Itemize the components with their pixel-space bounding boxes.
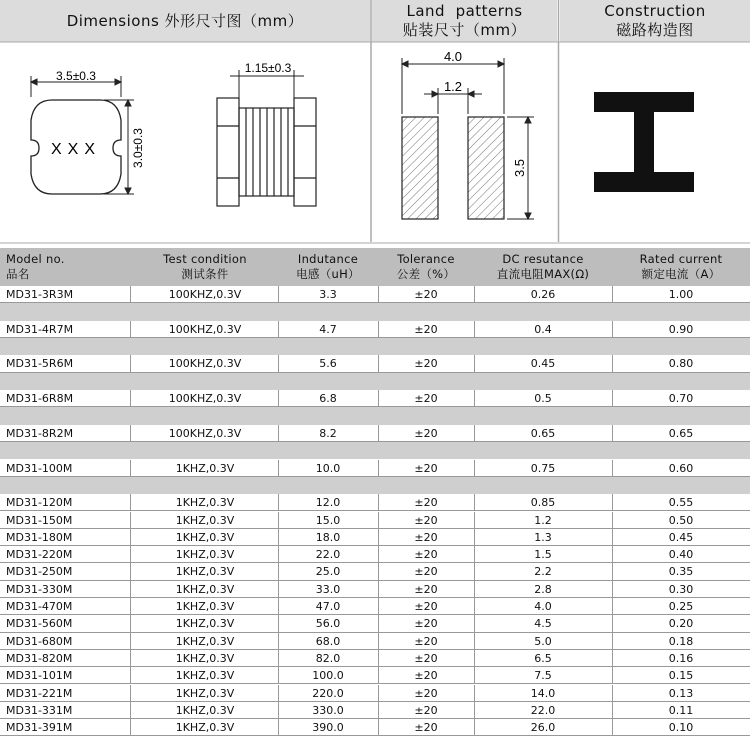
cell-tolerance: ±20 (414, 322, 438, 336)
column-divider (130, 529, 131, 545)
cell-tolerance: ±20 (414, 686, 438, 700)
row-separator (0, 303, 750, 320)
cell-tolerance: ±20 (414, 288, 438, 301)
cell-tolerance: ±20 (414, 669, 438, 683)
table-row (0, 512, 750, 529)
cell-dc-resistance: 2.2 (534, 565, 552, 579)
dimensions-drawing (0, 42, 370, 242)
cell-dc-resistance: 1.5 (534, 548, 552, 562)
cell-dc-resistance: 0.45 (530, 357, 556, 371)
column-divider (278, 460, 279, 476)
cell-rated-current: 0.35 (668, 565, 694, 579)
cell-test-condition: 1KHZ,0.3V (175, 582, 235, 596)
column-divider (612, 667, 613, 683)
table-row (0, 494, 750, 511)
table-row (0, 633, 750, 650)
column-divider (474, 563, 475, 579)
cell-tolerance: ±20 (414, 548, 438, 562)
land-height-label: 3.5 (512, 158, 527, 178)
column-divider (474, 460, 475, 476)
cell-test-condition: 1KHZ,0.3V (175, 530, 235, 544)
table-row (0, 529, 750, 546)
col-test-condition-cn: 测试条件 (181, 267, 229, 281)
column-divider (278, 286, 279, 302)
column-divider (378, 598, 379, 614)
column-divider (612, 615, 613, 631)
cell-rated-current: 0.80 (668, 357, 694, 371)
cell-test-condition: 1KHZ,0.3V (175, 565, 235, 579)
col-test-condition (130, 248, 280, 286)
column-divider (612, 460, 613, 476)
cell-tolerance: ±20 (414, 392, 438, 406)
column-divider (474, 529, 475, 545)
column-divider (378, 719, 379, 735)
cell-test-condition: 1KHZ,0.3V (175, 496, 235, 510)
col-tolerance (378, 248, 474, 286)
column-divider (378, 321, 379, 337)
height-dim-label: 3.0±0.3 (131, 128, 145, 168)
land-pad-right (468, 117, 504, 219)
cell-model: MD31-221M (6, 686, 73, 700)
side-view-outline (217, 98, 316, 206)
cell-model: MD31-101M (6, 669, 73, 683)
table-row (0, 425, 750, 442)
table-row (0, 685, 750, 702)
land-patterns-header (372, 0, 557, 42)
column-divider (130, 615, 131, 631)
column-divider (378, 581, 379, 597)
cell-inductance: 15.0 (315, 513, 341, 527)
cell-dc-resistance: 2.8 (534, 582, 552, 596)
column-divider (278, 633, 279, 649)
cell-rated-current: 0.16 (668, 651, 694, 665)
cell-model: MD31-820M (6, 651, 73, 665)
column-divider (612, 425, 613, 441)
column-divider (130, 546, 131, 562)
cell-tolerance: ±20 (414, 530, 438, 544)
table-row (0, 286, 750, 303)
land-total-label: 4.0 (443, 49, 463, 64)
column-divider (612, 702, 613, 718)
cell-inductance: 12.0 (315, 496, 341, 510)
land-patterns-subtitle: 贴装尺寸（mm） (402, 21, 527, 39)
cell-tolerance: ±20 (414, 565, 438, 579)
row-separator (0, 407, 750, 424)
column-divider (612, 321, 613, 337)
column-divider (612, 719, 613, 735)
column-divider (278, 650, 279, 666)
cell-model: MD31-6R8M (6, 392, 74, 406)
column-divider (612, 633, 613, 649)
cell-inductance: 25.0 (315, 565, 341, 579)
col-inductance (278, 248, 378, 286)
column-divider (278, 598, 279, 614)
column-divider (130, 598, 131, 614)
cell-dc-resistance: 1.3 (534, 530, 552, 544)
land-pad-left (402, 117, 438, 219)
cell-model: MD31-4R7M (6, 322, 74, 336)
cell-model: MD31-560M (6, 617, 73, 631)
dimensions-header (0, 0, 370, 42)
col-rated-current-en: Rated current (639, 252, 723, 266)
column-divider (474, 615, 475, 631)
width-dim-label: 3.5±0.3 (56, 69, 96, 83)
column-divider (278, 512, 279, 528)
cell-rated-current: 0.13 (668, 686, 694, 700)
column-divider (474, 355, 475, 371)
column-divider (130, 581, 131, 597)
column-divider (378, 650, 379, 666)
column-divider (474, 598, 475, 614)
column-divider (378, 633, 379, 649)
col-rated-current-cn: 额定电流（A） (641, 267, 721, 281)
column-divider (378, 494, 379, 510)
column-divider (378, 390, 379, 406)
column-divider (612, 512, 613, 528)
cell-inductance: 10.0 (315, 461, 341, 475)
column-divider (474, 425, 475, 441)
cell-test-condition: 100KHZ,0.3V (168, 426, 242, 440)
cell-test-condition: 100KHZ,0.3V (168, 357, 242, 371)
cell-rated-current: 0.40 (668, 548, 694, 562)
cell-model: MD31-150M (6, 513, 73, 527)
cell-model: MD31-250M (6, 565, 73, 579)
column-divider (130, 719, 131, 735)
cell-model: MD31-220M (6, 548, 73, 562)
cell-model: MD31-3R3M (6, 288, 74, 301)
cell-inductance: 390.0 (312, 721, 344, 735)
column-divider (378, 512, 379, 528)
cell-rated-current: 0.60 (668, 461, 694, 475)
cell-model: MD31-680M (6, 634, 73, 648)
cell-rated-current: 0.45 (668, 530, 694, 544)
cell-tolerance: ±20 (414, 703, 438, 717)
cell-rated-current: 0.30 (668, 582, 694, 596)
cell-inductance: 220.0 (312, 686, 344, 700)
cell-rated-current: 0.90 (668, 322, 694, 336)
column-divider (474, 633, 475, 649)
column-divider (474, 546, 475, 562)
column-divider (130, 667, 131, 683)
col-tolerance-en: Tolerance (397, 252, 455, 266)
cell-inductance: 56.0 (315, 617, 341, 631)
table-row (0, 355, 750, 372)
column-divider (612, 390, 613, 406)
side-dim-label: 1.15±0.3 (244, 61, 292, 75)
magnetic-core-shape (594, 92, 694, 192)
column-divider (130, 494, 131, 510)
column-divider (612, 286, 613, 302)
construction-header (560, 0, 750, 42)
cell-model: MD31-330M (6, 582, 73, 596)
column-divider (378, 667, 379, 683)
construction-subtitle: 磁路构造图 (616, 21, 694, 39)
column-divider (130, 390, 131, 406)
column-divider (278, 615, 279, 631)
cell-dc-resistance: 0.75 (530, 461, 556, 475)
cell-test-condition: 1KHZ,0.3V (175, 634, 235, 648)
column-divider (474, 702, 475, 718)
column-divider (378, 563, 379, 579)
cell-rated-current: 0.20 (668, 617, 694, 631)
col-model-cn: 品名 (6, 267, 30, 281)
cell-inductance: 33.0 (315, 582, 341, 596)
cell-model: MD31-470M (6, 600, 73, 613)
dimensions-title: Dimensions 外形尺寸图（mm） (66, 11, 304, 30)
cell-model: MD31-100M (6, 461, 73, 475)
cell-model: MD31-331M (6, 703, 73, 717)
cell-rated-current: 0.11 (668, 703, 694, 717)
row-separator (0, 442, 750, 459)
column-divider (612, 598, 613, 614)
column-divider (278, 581, 279, 597)
cell-dc-resistance: 22.0 (530, 703, 556, 717)
table-row (0, 546, 750, 563)
column-divider (130, 460, 131, 476)
column-divider (278, 390, 279, 406)
col-dc-resistance-cn: 直流电阻MAX(Ω) (496, 267, 590, 281)
cell-rated-current: 0.25 (668, 600, 694, 613)
cell-inductance: 3.3 (319, 288, 337, 301)
column-divider (130, 685, 131, 701)
cell-test-condition: 100KHZ,0.3V (168, 288, 242, 301)
cell-test-condition: 1KHZ,0.3V (175, 461, 235, 475)
column-divider (474, 512, 475, 528)
column-divider (130, 633, 131, 649)
cell-test-condition: 1KHZ,0.3V (175, 600, 235, 613)
row-separator (0, 477, 750, 494)
column-divider (130, 355, 131, 371)
col-inductance-en: Indutance (297, 252, 359, 266)
column-divider (378, 546, 379, 562)
column-divider (278, 321, 279, 337)
cell-inductance: 68.0 (315, 634, 341, 648)
column-divider (612, 685, 613, 701)
column-divider (612, 650, 613, 666)
cell-test-condition: 1KHZ,0.3V (175, 703, 235, 717)
col-model-en: Model no. (6, 252, 65, 266)
cell-inductance: 47.0 (315, 600, 341, 613)
cell-test-condition: 1KHZ,0.3V (175, 548, 235, 562)
cell-dc-resistance: 5.0 (534, 634, 552, 648)
column-divider (278, 702, 279, 718)
cell-dc-resistance: 1.2 (534, 513, 552, 527)
column-divider (378, 529, 379, 545)
cell-inductance: 5.6 (319, 357, 337, 371)
cell-model: MD31-5R6M (6, 357, 74, 371)
part-marking: XXX (50, 141, 102, 158)
column-divider (612, 563, 613, 579)
column-divider (378, 615, 379, 631)
cell-tolerance: ±20 (414, 721, 438, 735)
cell-rated-current: 0.18 (668, 634, 694, 648)
column-divider (278, 425, 279, 441)
cell-rated-current: 0.50 (668, 513, 694, 527)
column-divider (474, 667, 475, 683)
column-divider (612, 494, 613, 510)
cell-model: MD31-391M (6, 721, 73, 735)
cell-test-condition: 1KHZ,0.3V (175, 513, 235, 527)
cell-dc-resistance: 0.65 (530, 426, 556, 440)
table-row (0, 460, 750, 477)
column-divider (378, 425, 379, 441)
column-divider (130, 425, 131, 441)
column-divider (130, 321, 131, 337)
column-divider (474, 494, 475, 510)
cell-dc-resistance: 7.5 (534, 669, 552, 683)
cell-model: MD31-120M (6, 496, 73, 510)
cell-inductance: 100.0 (312, 669, 344, 683)
column-divider (612, 581, 613, 597)
column-divider (278, 494, 279, 510)
land-gap-label: 1.2 (443, 79, 463, 94)
spec-table (0, 286, 750, 736)
column-divider (612, 529, 613, 545)
column-divider (278, 355, 279, 371)
cell-tolerance: ±20 (414, 513, 438, 527)
cell-test-condition: 100KHZ,0.3V (168, 322, 242, 336)
column-divider (474, 321, 475, 337)
table-row (0, 650, 750, 667)
cell-dc-resistance: 6.5 (534, 651, 552, 665)
column-divider (378, 460, 379, 476)
cell-rated-current: 0.65 (668, 426, 694, 440)
table-row (0, 321, 750, 338)
cell-dc-resistance: 26.0 (530, 721, 556, 735)
column-divider (612, 355, 613, 371)
table-row (0, 563, 750, 580)
column-divider (474, 650, 475, 666)
column-divider (130, 512, 131, 528)
cell-tolerance: ±20 (414, 357, 438, 371)
cell-rated-current: 0.10 (668, 721, 694, 735)
table-row (0, 581, 750, 598)
cell-inductance: 22.0 (315, 548, 341, 562)
col-model (6, 248, 116, 286)
column-divider (474, 286, 475, 302)
cell-dc-resistance: 4.5 (534, 617, 552, 631)
row-separator (0, 338, 750, 355)
column-divider (278, 563, 279, 579)
cell-tolerance: ±20 (414, 582, 438, 596)
cell-dc-resistance: 0.4 (534, 322, 552, 336)
cell-inductance: 8.2 (319, 426, 337, 440)
column-divider (130, 702, 131, 718)
table-row (0, 702, 750, 719)
cell-model: MD31-180M (6, 530, 73, 544)
column-divider (474, 390, 475, 406)
cell-test-condition: 100KHZ,0.3V (168, 392, 242, 406)
col-test-condition-en: Test condition (163, 252, 247, 266)
table-row (0, 598, 750, 615)
cell-test-condition: 1KHZ,0.3V (175, 721, 235, 735)
col-dc-resistance (474, 248, 612, 286)
cell-rated-current: 0.15 (668, 669, 694, 683)
col-tolerance-cn: 公差（%） (396, 267, 456, 281)
cell-dc-resistance: 14.0 (530, 686, 556, 700)
table-row (0, 615, 750, 632)
col-dc-resistance-en: DC resutance (502, 252, 584, 266)
land-patterns-title: Land patterns (406, 2, 523, 20)
cell-dc-resistance: 0.85 (530, 496, 556, 510)
table-row (0, 667, 750, 684)
column-divider (278, 685, 279, 701)
cell-tolerance: ±20 (414, 496, 438, 510)
row-separator (0, 373, 750, 390)
column-divider (130, 286, 131, 302)
column-divider (278, 546, 279, 562)
cell-test-condition: 1KHZ,0.3V (175, 617, 235, 631)
cell-inductance: 18.0 (315, 530, 341, 544)
cell-dc-resistance: 4.0 (534, 600, 552, 613)
column-divider (612, 546, 613, 562)
cell-test-condition: 1KHZ,0.3V (175, 686, 235, 700)
column-divider (278, 667, 279, 683)
column-divider (474, 685, 475, 701)
cell-tolerance: ±20 (414, 600, 438, 613)
column-divider (378, 685, 379, 701)
table-row (0, 719, 750, 736)
col-rated-current (612, 248, 750, 286)
column-divider (378, 702, 379, 718)
cell-inductance: 4.7 (319, 322, 337, 336)
col-inductance-cn: 电感（uH） (296, 267, 360, 281)
column-divider (378, 286, 379, 302)
cell-test-condition: 1KHZ,0.3V (175, 669, 235, 683)
column-divider (278, 719, 279, 735)
table-header (0, 248, 750, 286)
column-divider (130, 563, 131, 579)
construction-title: Construction (604, 2, 706, 20)
table-row (0, 390, 750, 407)
column-divider (474, 581, 475, 597)
cell-model: MD31-8R2M (6, 426, 74, 440)
cell-inductance: 82.0 (315, 651, 341, 665)
cell-tolerance: ±20 (414, 461, 438, 475)
cell-dc-resistance: 0.5 (534, 392, 552, 406)
column-divider (278, 529, 279, 545)
cell-tolerance: ±20 (414, 426, 438, 440)
column-divider (474, 719, 475, 735)
cell-inductance: 6.8 (319, 392, 337, 406)
column-divider (378, 355, 379, 371)
cell-dc-resistance: 0.26 (530, 288, 556, 301)
column-divider (130, 650, 131, 666)
construction-drawing (560, 42, 750, 242)
cell-rated-current: 1.00 (668, 288, 694, 301)
cell-test-condition: 1KHZ,0.3V (175, 651, 235, 665)
cell-inductance: 330.0 (312, 703, 344, 717)
cell-tolerance: ±20 (414, 617, 438, 631)
cell-rated-current: 0.55 (668, 496, 694, 510)
land-pattern-drawing (372, 42, 557, 242)
cell-rated-current: 0.70 (668, 392, 694, 406)
cell-tolerance: ±20 (414, 634, 438, 648)
cell-tolerance: ±20 (414, 651, 438, 665)
